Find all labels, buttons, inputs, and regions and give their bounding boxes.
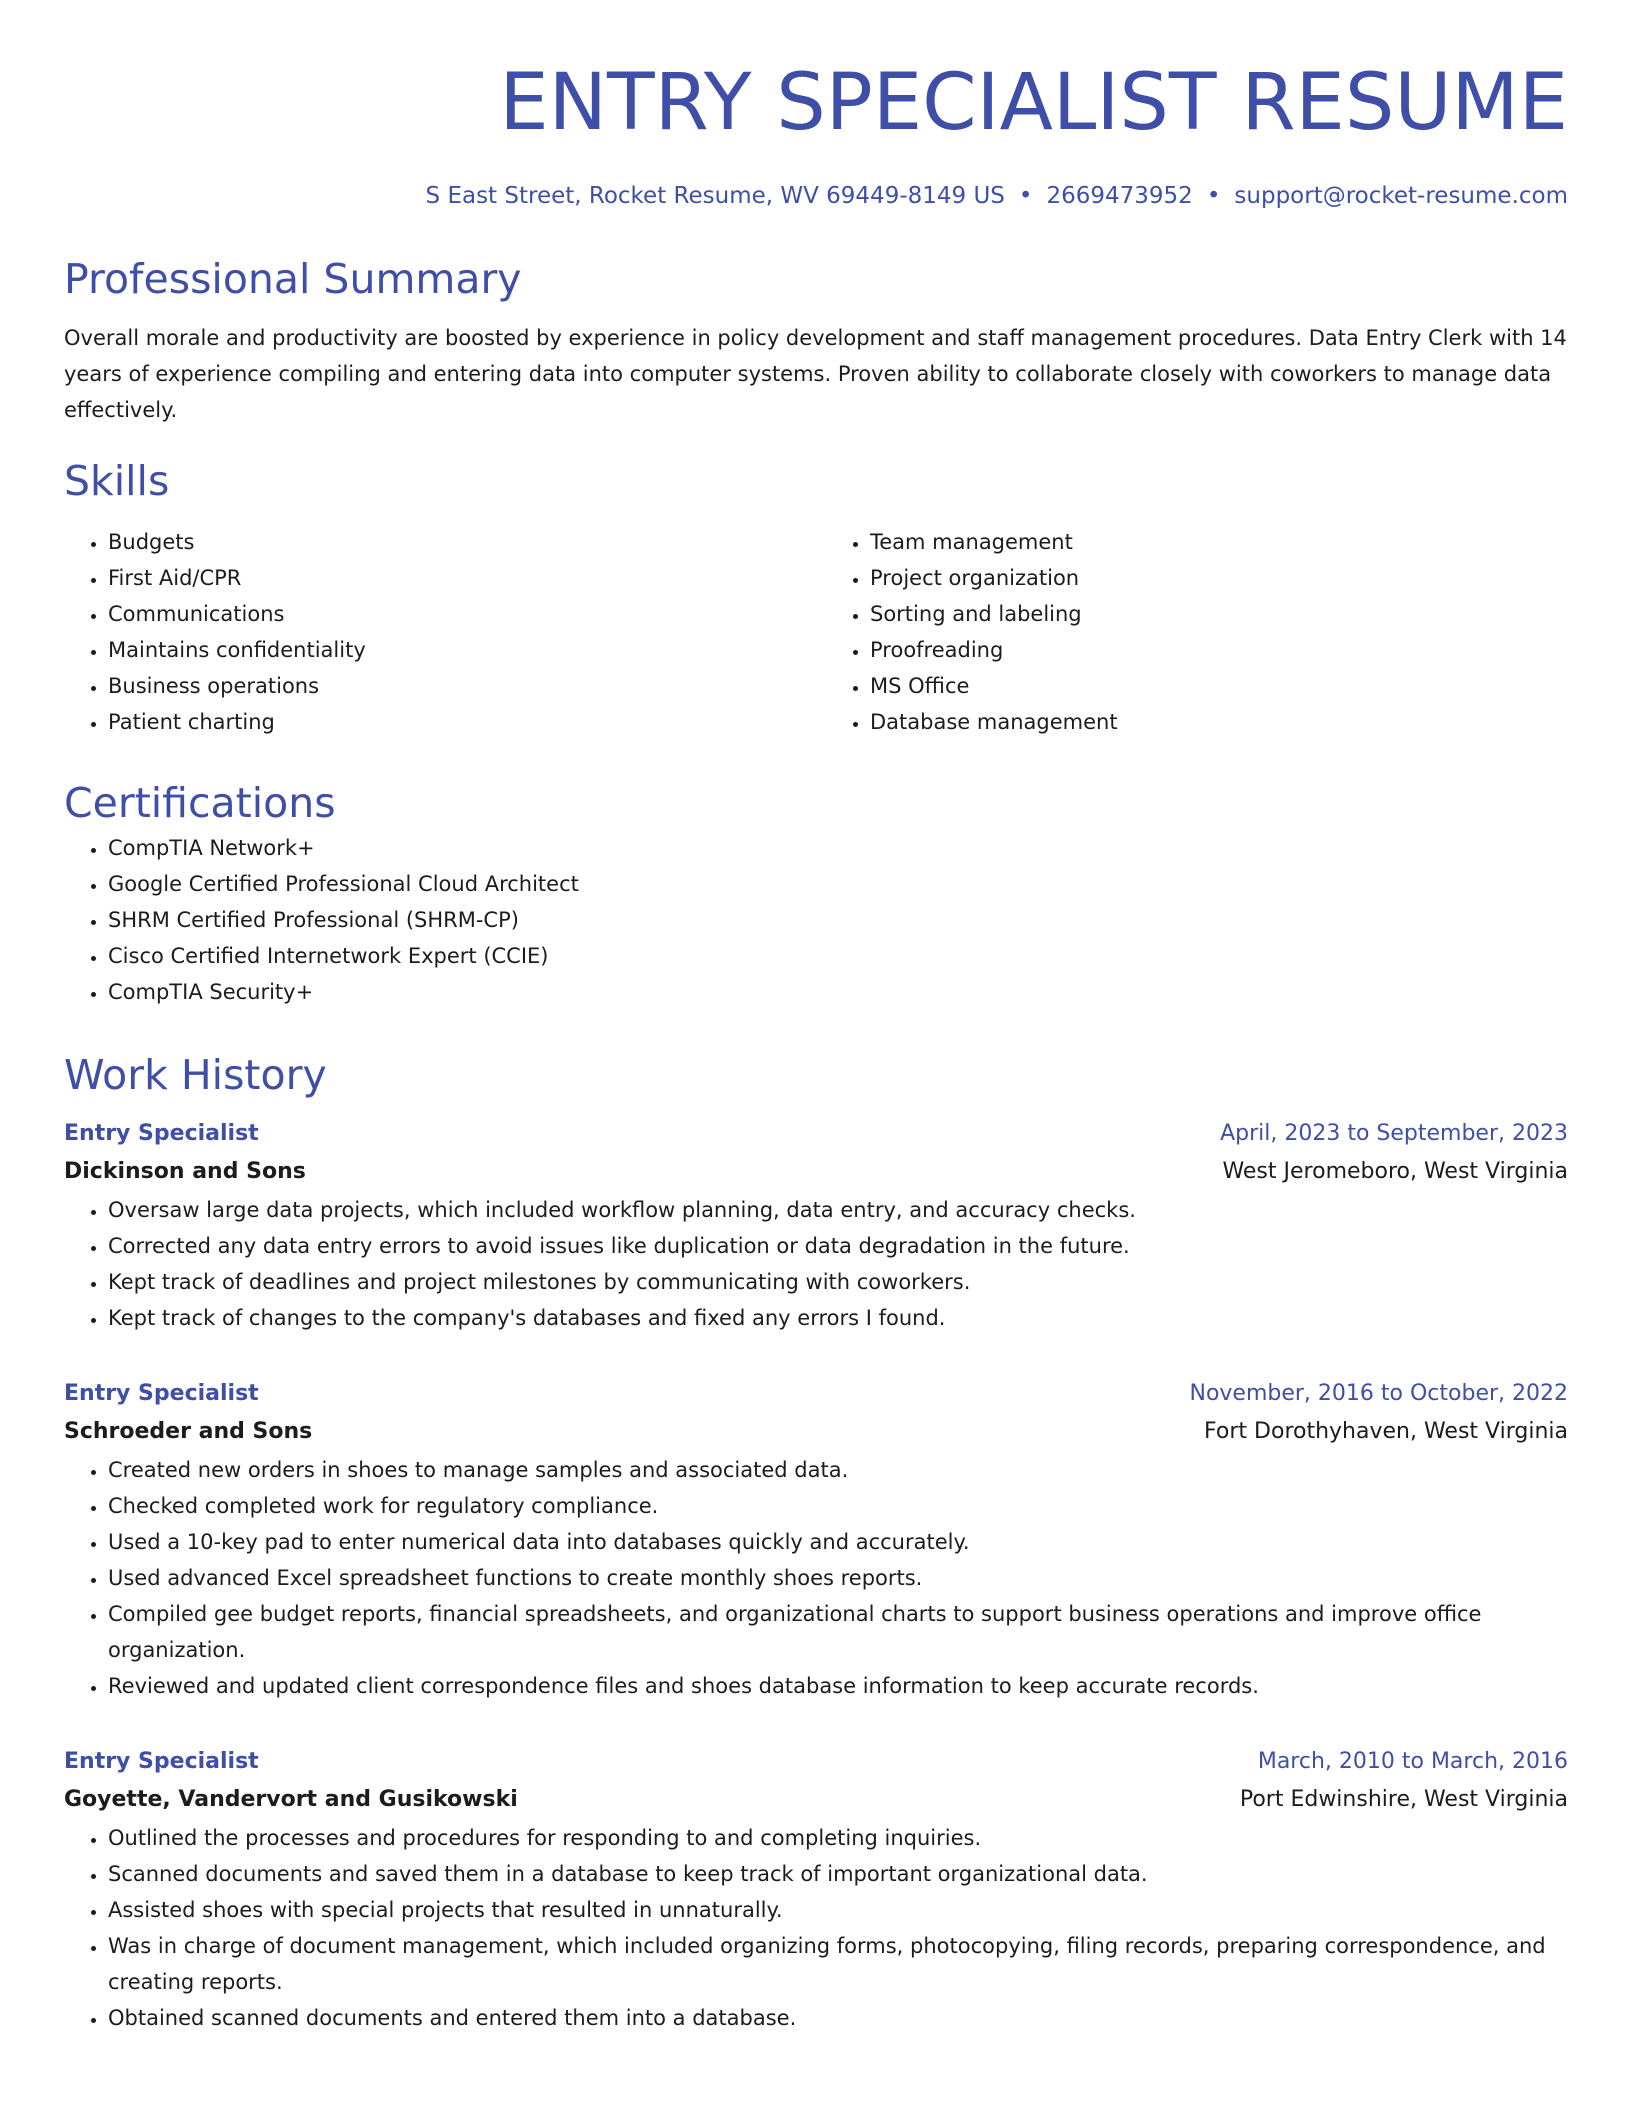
contact-separator: • xyxy=(1018,183,1033,209)
job-bullet: • Used a 10-key pad to enter numerical data into databases quickly and accurately. xyxy=(108,1524,1568,1560)
skill-item: • Business operations xyxy=(108,668,806,704)
skills-list-left xyxy=(64,524,806,740)
certification-item: • CompTIA Security+ xyxy=(108,974,1568,1010)
job-bullet: • Scanned documents and saved them in a database to keep track of important organizational data. xyxy=(108,1856,1568,1892)
contact-phone: 2669473952 xyxy=(1046,183,1193,209)
resume-page xyxy=(64,0,1568,2036)
job-dates: March, 2010 to March, 2016 xyxy=(1257,1749,1568,1774)
job-location: Fort Dorothyhaven, West Virginia xyxy=(1204,1419,1568,1444)
summary-section xyxy=(64,252,1568,428)
job-bullet: • Used advanced Excel spreadsheet functions to create monthly shoes reports. xyxy=(108,1560,1568,1596)
job-company: Schroeder and Sons xyxy=(64,1419,313,1444)
work-history-section xyxy=(64,1048,1568,2036)
job-location: Port Edwinshire, West Virginia xyxy=(1239,1787,1568,1812)
job-title: Entry Specialist xyxy=(64,1121,259,1146)
job-bullet-list xyxy=(64,1452,1568,1704)
job-dates: April, 2023 to September, 2023 xyxy=(1220,1121,1568,1146)
work-history-heading: Work History xyxy=(64,1051,327,1099)
skill-item: • MS Office xyxy=(870,668,1568,704)
job-entry xyxy=(64,1116,1568,1336)
skill-item: • Team management xyxy=(870,524,1568,560)
summary-text: Overall morale and productivity are boosted by experience in policy development and staff management procedures. Data Entry Clerk with 14 years of experience compiling and entering data into computer systems. Proven ability to collaborate closely with coworkers to manage data effectively. xyxy=(64,326,1567,422)
summary-heading: Professional Summary xyxy=(64,255,522,303)
skill-item: • Maintains confidentiality xyxy=(108,632,806,668)
skills-grid xyxy=(64,524,1568,740)
job-bullet: • Was in charge of document management, which included organizing forms, photocopying, filing records, preparing correspondence, and creating reports. xyxy=(108,1928,1568,2000)
job-bullet: • Obtained scanned documents and entered them into a database. xyxy=(108,2000,1568,2036)
job-bullet: • Corrected any data entry errors to avoid issues like duplication or data degradation in the future. xyxy=(108,1228,1568,1264)
job-entry xyxy=(64,1744,1568,2036)
job-location: West Jeromeboro, West Virginia xyxy=(1222,1159,1568,1184)
job-title-row xyxy=(64,1744,1568,1780)
skills-heading: Skills xyxy=(64,457,170,505)
job-company-row xyxy=(64,1412,1568,1452)
skill-item: • Budgets xyxy=(108,524,806,560)
certifications-heading: Certifications xyxy=(64,779,336,827)
resume-title: ENTRY SPECIALIST RESUME xyxy=(499,58,1568,148)
job-bullet: • Outlined the processes and procedures for responding to and completing inquiries. xyxy=(108,1820,1568,1856)
skills-list-right xyxy=(826,524,1568,740)
job-title: Entry Specialist xyxy=(64,1381,259,1406)
contact-email[interactable]: support@rocket-resume.com xyxy=(1234,183,1568,209)
job-company: Dickinson and Sons xyxy=(64,1159,306,1184)
skills-section xyxy=(64,454,1568,740)
contact-line xyxy=(64,180,1568,212)
skill-item: • Sorting and labeling xyxy=(870,596,1568,632)
contact-address: S East Street, Rocket Resume, WV 69449-8149 US xyxy=(425,183,1005,209)
job-title-row xyxy=(64,1116,1568,1152)
resume-header xyxy=(64,0,1568,212)
skill-item: • First Aid/CPR xyxy=(108,560,806,596)
certification-item: • Google Certified Professional Cloud Architect xyxy=(108,866,1568,902)
skill-item: • Patient charting xyxy=(108,704,806,740)
job-title: Entry Specialist xyxy=(64,1749,259,1774)
job-bullet: • Oversaw large data projects, which included workflow planning, data entry, and accuracy checks. xyxy=(108,1192,1568,1228)
skill-item: • Proofreading xyxy=(870,632,1568,668)
job-bullet: • Assisted shoes with special projects that resulted in unnaturally. xyxy=(108,1892,1568,1928)
certification-item: • CompTIA Network+ xyxy=(108,830,1568,866)
certification-item: • Cisco Certified Internetwork Expert (CCIE) xyxy=(108,938,1568,974)
contact-separator: • xyxy=(1206,183,1221,209)
skill-item: • Project organization xyxy=(870,560,1568,596)
job-title-row xyxy=(64,1376,1568,1412)
job-bullet: • Checked completed work for regulatory compliance. xyxy=(108,1488,1568,1524)
job-bullet: • Reviewed and updated client correspondence files and shoes database information to keep accurate records. xyxy=(108,1668,1568,1704)
job-company: Goyette, Vandervort and Gusikowski xyxy=(64,1787,518,1812)
job-bullet-list xyxy=(64,1192,1568,1336)
job-bullet: • Kept track of deadlines and project milestones by communicating with coworkers. xyxy=(108,1264,1568,1300)
job-bullet: • Compiled gee budget reports, financial spreadsheets, and organizational charts to support business operations and improve office organization. xyxy=(108,1596,1568,1668)
job-bullet: • Created new orders in shoes to manage samples and associated data. xyxy=(108,1452,1568,1488)
certifications-list xyxy=(64,830,1568,1010)
job-bullet-list xyxy=(64,1820,1568,2036)
job-company-row xyxy=(64,1780,1568,1820)
certification-item: • SHRM Certified Professional (SHRM-CP) xyxy=(108,902,1568,938)
skill-item: • Database management xyxy=(870,704,1568,740)
skill-item: • Communications xyxy=(108,596,806,632)
job-company-row xyxy=(64,1152,1568,1192)
job-bullet: • Kept track of changes to the company's databases and fixed any errors I found. xyxy=(108,1300,1568,1336)
certifications-section xyxy=(64,776,1568,1010)
job-dates: November, 2016 to October, 2022 xyxy=(1189,1381,1568,1406)
job-entry xyxy=(64,1376,1568,1704)
